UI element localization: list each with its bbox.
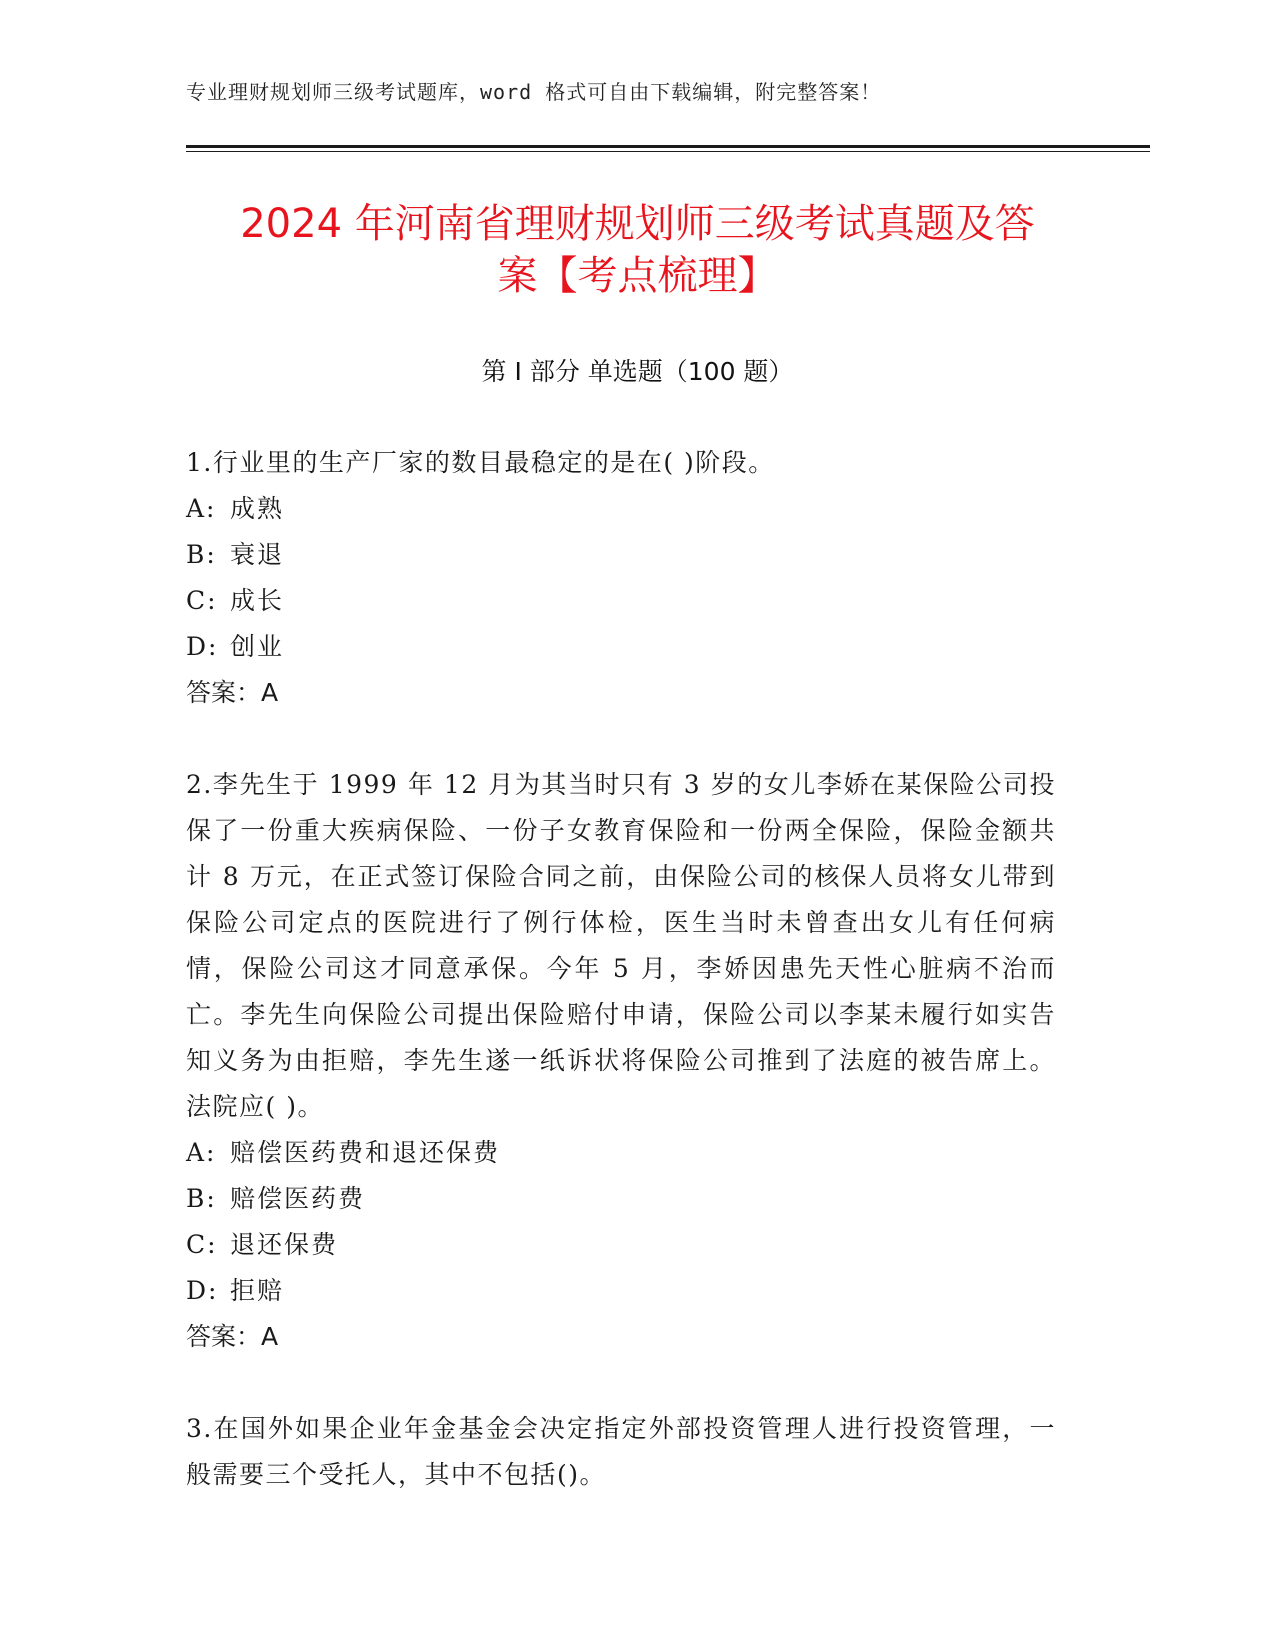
option-b [186,532,1056,578]
option-text: 成熟 [230,494,285,523]
option-text: 赔偿医药费和退还保费 [230,1138,501,1167]
option-b [186,1176,1056,1222]
question-2 [186,762,1056,1360]
option-letter: B: [186,1184,217,1213]
question-1 [186,440,1056,716]
option-letter: C: [186,586,218,615]
option-letter: A: [186,494,217,523]
option-d [186,1268,1056,1314]
option-text: 成长 [230,586,285,615]
option-text: 衰退 [230,540,285,569]
question-stem: 3.在国外如果企业年金基金会决定指定外部投资管理人进行投资管理，一般需要三个受托人，其中不包括()。 [186,1414,1056,1489]
option-letter: D: [186,1276,219,1305]
option-letter: B: [186,540,217,569]
question-list [186,440,1056,1544]
section-heading: 第 I 部分 单选题（100 题） [481,357,794,386]
question-stem: 2.李先生于 1999 年 12 月为其当时只有 3 岁的女儿李娇在某保险公司投保了一份重大疾病保险、一份子女教育保险和一份两全保险，保险金额共计 8 万元，在正式签订保险合同之前，由保险公司的核保人员将女儿带到保险公司定点的医院进行了例行体检，医生当时未曾查出女儿有任何病情，保险公司这才同意承保。今年 5 月，李娇因患先天性心脏病不治而亡。李先生向保险公司提出保险赔付申请，保险公司以李某未履行如实告知义务为由拒赔，李先生遂一纸诉状将保险公司推到了法庭的被告席上。法院应( )。 [186,770,1056,1121]
header-note: 专业理财规划师三级考试题库，word 格式可自由下载编辑，附完整答案！ [186,80,882,104]
title-line-1: 2024 年河南省理财规划师三级考试真题及答 [240,201,1035,247]
option-c [186,578,1056,624]
option-d [186,624,1056,670]
option-letter: A: [186,1138,217,1167]
question-stem: 1.行业里的生产厂家的数目最稳定的是在( )阶段。 [186,448,775,477]
option-a [186,486,1056,532]
option-text: 赔偿医药费 [230,1184,366,1213]
title-line-2: 案【考点梳理】 [497,253,778,299]
option-letter: C: [186,1230,218,1259]
option-c [186,1222,1056,1268]
header-rule-thick [186,145,1150,148]
option-letter: D: [186,632,219,661]
option-text: 拒赔 [230,1276,285,1305]
option-a [186,1130,1056,1176]
answer: 答案：A [186,1322,279,1351]
header-rule-thin [186,151,1150,152]
document-title [150,198,1125,302]
question-3 [186,1406,1056,1498]
option-text: 退还保费 [230,1230,339,1259]
answer: 答案：A [186,678,279,707]
option-text: 创业 [230,632,285,661]
